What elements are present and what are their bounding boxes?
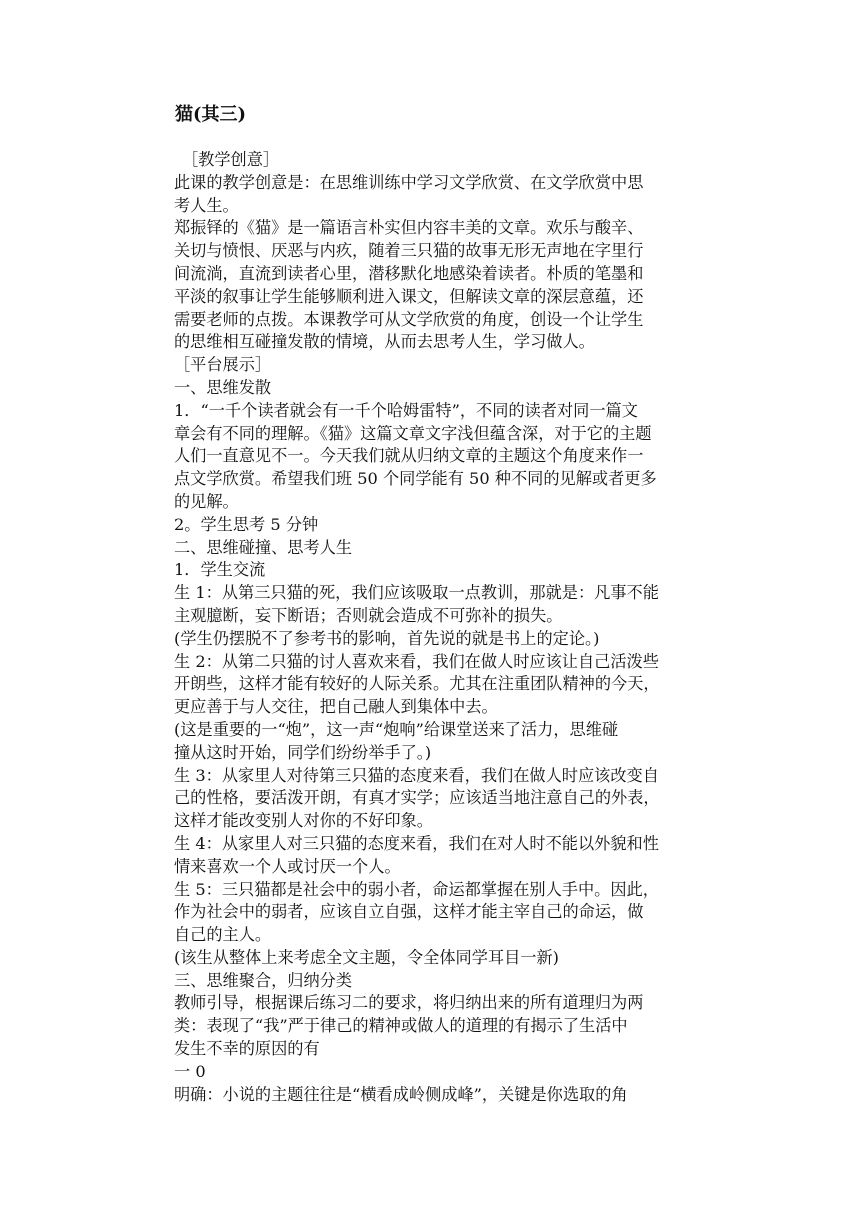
text-line: 间流淌，直流到读者心里，潜移默化地感染着读者。朴质的笔墨和 [174,263,644,283]
text-line: 此课的教学创意是：在思维训练中学习文学欣赏、在文学欣赏中思 [174,172,644,192]
document-body [174,149,690,1106]
text-line: 生 4：从家里人对三只猫的态度来看，我们在对人时不能以外貌和性 [174,833,659,853]
text-line: 类：表现了“我”严于律己的精神或做人的道理的有揭示了生活中 [174,1016,628,1036]
text-line: 1．学生交流 [174,560,266,580]
text-line: 人们一直意见不一。今天我们就从归纳文章的主题这个角度来作一 [174,446,644,466]
text-line: 的思维相互碰撞发散的情境，从而去思考人生，学习做人。 [174,332,595,352]
document-title: 猫(其三) [175,104,247,125]
text-line: 三、思维聚合，归纳分类 [174,970,353,990]
text-line: 自己的主人。 [174,925,272,945]
text-line: 撞从这时开始，同学们纷纷举手了。) [174,742,432,762]
text-line: 平淡的叙事让学生能够顺利进入课文，但解读文章的深层意蕴，还 [174,286,644,306]
text-line: 二、思维碰撞、思考人生 [174,537,353,557]
text-line: 需要老师的点拨。本课教学可从文学欣赏的角度，创设一个让学生 [174,309,644,329]
text-line: 一、思维发散 [174,377,272,397]
text-line: 的见解。 [174,491,239,511]
text-line: ［教学创意］ [182,150,280,169]
text-line: 章会有不同的理解。《猫》这篇文章文字浅但蕴含深，对于它的主题 [174,423,652,443]
text-line: 明确：小说的主题往往是“横看成岭侧成峰”，关键是你选取的角 [174,1084,628,1104]
text-line: 己的性格，要活泼开朗，有真才实学；应该适当地注意自己的外表， [174,788,660,808]
text-line: 开朗些，这样才能有较好的人际关系。尤其在注重团队精神的今天， [174,674,660,694]
text-line: 生 1：从第三只猫的死，我们应该吸取一点教训，那就是：凡事不能 [174,583,659,603]
text-line: 1．“一千个读者就会有一千个哈姆雷特”，不同的读者对同一篇文 [174,400,638,420]
text-line: 生 3：从家里人对待第三只猫的态度来看，我们在做人时应该改变自 [174,765,659,785]
text-line: 教师引导，根据课后练习二的要求，将归纳出来的所有道理归为两 [174,993,644,1013]
text-line: 发生不幸的原因的有 [174,1039,320,1059]
text-line: ［平台展示］ [174,355,272,375]
text-line: 情来喜欢一个人或讨厌一个人。 [174,856,401,876]
text-line: 主观臆断，妄下断语；否则就会造成不可弥补的损失。 [174,605,563,625]
text-line: 2。学生思考 5 分钟 [174,514,319,534]
text-line: 点文学欣赏。希望我们班 50 个同学能有 50 种不同的见解或者更多 [174,469,657,489]
text-line: (这是重要的一“炮”，这一声“炮响”给课堂送来了活力，思维碰 [174,719,619,739]
text-line: (该生从整体上来考虑全文主题，令全体同学耳目一新) [174,947,559,967]
text-line: 生 5：三只猫都是社会中的弱小者，命运都掌握在别人手中。因此， [174,879,659,899]
text-line: 关切与愤恨、厌恶与内疚，随着三只猫的故事无形无声地在字里行 [174,241,644,261]
text-line: 生 2：从第二只猫的讨人喜欢来看，我们在做人时应该让自己活泼些 [174,651,659,671]
text-line: 一 0 [174,1061,206,1081]
text-line: 这样才能改变别人对你的不好印象。 [174,811,433,831]
text-line: (学生仍摆脱不了参考书的影响，首先说的就是书上的定论。) [174,628,600,648]
text-line: 更应善于与人交往，把自己融人到集体中去。 [174,697,498,717]
text-line: 作为社会中的弱者，应该自立自强，这样才能主宰自己的命运，做 [174,902,644,922]
text-line: 郑振铎的《猫》是一篇语言朴实但内容丰美的文章。欢乐与酸辛、 [174,218,644,238]
text-line: 考人生。 [174,195,239,215]
